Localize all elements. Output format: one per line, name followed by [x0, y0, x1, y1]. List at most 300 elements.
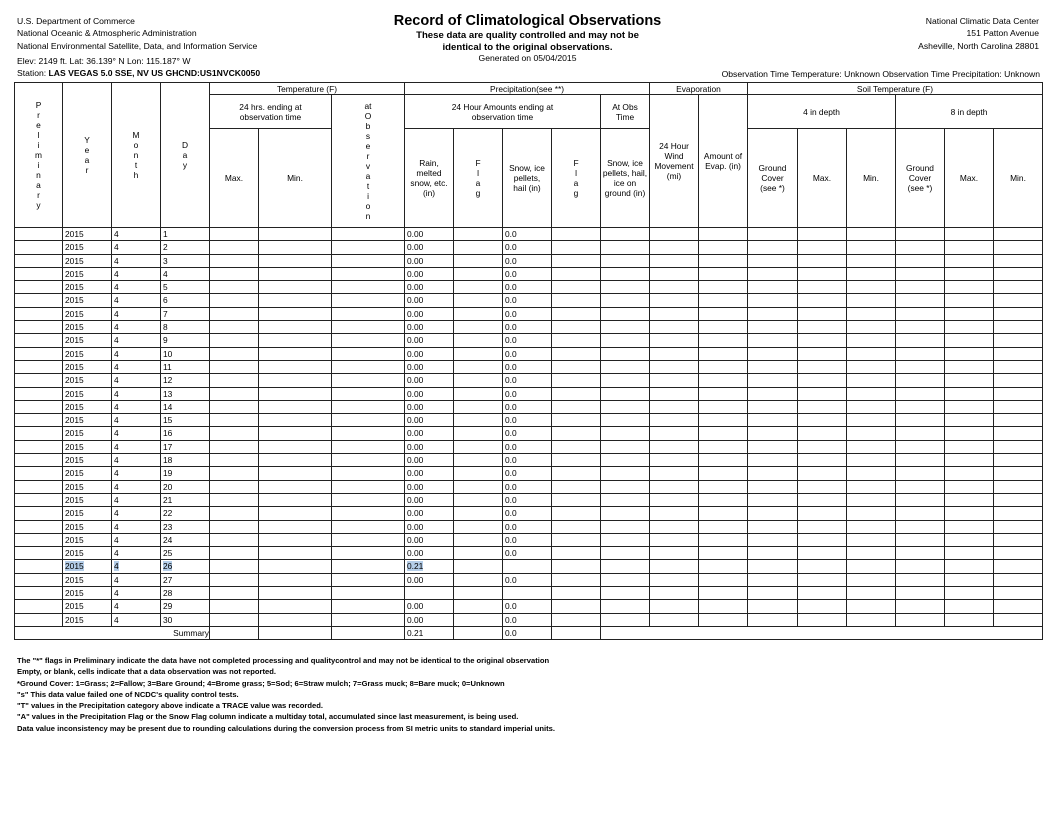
cell-year — [63, 281, 112, 294]
cell-rain-value: 0.00 — [407, 441, 424, 452]
cell-snow-flag — [552, 600, 601, 613]
cell-month-value: 4 — [114, 428, 119, 439]
cell-soil — [847, 254, 896, 267]
agency-line: National Oceanic & Atmospheric Administration — [17, 28, 197, 39]
cell-rain — [405, 241, 454, 254]
cell-temp-at-obs — [332, 533, 405, 546]
cell-wind — [650, 507, 699, 520]
cell-temp-min — [259, 254, 332, 267]
cell-snow-ground — [601, 267, 650, 280]
cell-wind — [650, 414, 699, 427]
cell-preliminary — [15, 573, 63, 586]
summary-snow-value: 0.0 — [505, 627, 517, 638]
cell-soil — [896, 454, 945, 467]
cell-year — [63, 267, 112, 280]
cell-preliminary — [15, 387, 63, 400]
cell-soil — [994, 400, 1043, 413]
header-letter: i — [37, 140, 40, 150]
cell-soil — [945, 520, 994, 533]
cell-year-value: 2015 — [65, 534, 84, 545]
cell-wind — [650, 387, 699, 400]
header-letter: l — [37, 130, 40, 140]
cell-soil — [748, 387, 798, 400]
cell-temp-max — [210, 573, 259, 586]
cell-day-value: 24 — [163, 534, 173, 545]
cell-day-value: 16 — [163, 428, 173, 439]
data-center-block — [918, 15, 1039, 52]
cell-soil — [798, 533, 847, 546]
footnote: Empty, or blank, cells indicate that a data observation was not reported. — [17, 667, 276, 677]
footnote: "T" values in the Precipitation category above indicate a TRACE value was recorded. — [17, 701, 323, 711]
cell-month-value: 4 — [114, 229, 119, 239]
cell-rain — [405, 440, 454, 453]
footnotes — [17, 655, 555, 734]
cell-rain — [405, 467, 454, 480]
cell-temp-max — [210, 281, 259, 294]
cell-evap — [699, 374, 748, 387]
cell-precip-flag — [454, 507, 503, 520]
cell-soil — [798, 507, 847, 520]
cell-month-value: 4 — [114, 588, 119, 599]
cell-wind — [650, 374, 699, 387]
cell-snow-ground — [601, 440, 650, 453]
cell-temp-at-obs — [332, 254, 405, 267]
cell-month — [112, 387, 161, 400]
cell-rain-value: 0.00 — [407, 268, 424, 279]
cell-year-value: 2015 — [65, 268, 84, 279]
cell-evap — [699, 587, 748, 600]
cell-snow-ground — [601, 414, 650, 427]
cell-preliminary — [15, 267, 63, 280]
cell-preliminary — [15, 480, 63, 493]
cell-snow-flag — [552, 493, 601, 506]
cell-temp-max — [210, 321, 259, 334]
cell-snow — [503, 520, 552, 533]
cell-temp-max — [210, 547, 259, 560]
cell-soil — [847, 294, 896, 307]
cell-year — [63, 533, 112, 546]
header-letter: O — [364, 111, 372, 121]
cell-soil — [896, 480, 945, 493]
cell-soil — [994, 294, 1043, 307]
cell-rain — [405, 294, 454, 307]
cell-wind — [650, 454, 699, 467]
cell-snow-ground — [601, 374, 650, 387]
cell-year-value: 2015 — [65, 375, 84, 386]
cell-soil — [847, 387, 896, 400]
cell-rain — [405, 374, 454, 387]
cell-preliminary — [15, 334, 63, 347]
cell-month-value: 4 — [114, 481, 119, 492]
cell-year-value: 2015 — [65, 415, 84, 426]
cell-soil — [896, 281, 945, 294]
cell-month-value: 4 — [114, 401, 119, 412]
cell-soil — [945, 254, 994, 267]
cell-day-value: 26 — [163, 561, 173, 572]
cell-snow-value: 0.0 — [505, 468, 517, 479]
cell-day — [161, 334, 210, 347]
cell-soil — [896, 547, 945, 560]
cell-soil — [896, 307, 945, 320]
cell-month-value: 4 — [114, 521, 119, 532]
cell-soil — [896, 560, 945, 573]
cell-wind — [650, 480, 699, 493]
cell-snow-flag — [552, 321, 601, 334]
subtitle-line: These data are quality controlled and may not be — [416, 30, 639, 41]
cell-rain-value: 0.00 — [407, 614, 424, 625]
precip-24h-header: 24 Hour Amounts ending at observation time — [405, 95, 601, 129]
cell-snow — [503, 281, 552, 294]
header-letter: e — [365, 141, 371, 151]
cell-wind — [650, 560, 699, 573]
title-block — [380, 13, 675, 64]
cell-soil — [798, 613, 847, 626]
cell-precip-flag — [454, 307, 503, 320]
cell-rain — [405, 507, 454, 520]
cell-year-value: 2015 — [65, 441, 84, 452]
cell-soil — [798, 254, 847, 267]
cell-soil — [994, 360, 1043, 373]
cell-rain-value: 0.00 — [407, 468, 424, 479]
cell-soil — [748, 281, 798, 294]
generated-date: Generated on 05/04/2015 — [478, 53, 577, 63]
table-row — [15, 520, 1043, 533]
cell-day-value: 5 — [163, 282, 168, 293]
cell-soil — [994, 347, 1043, 360]
header-letter: n — [365, 211, 371, 221]
cell-year-value: 2015 — [65, 308, 84, 319]
cell-rain-value: 0.00 — [407, 308, 424, 319]
cell-soil — [847, 533, 896, 546]
cell-temp-at-obs — [332, 467, 405, 480]
cell-rain-value: 0.00 — [407, 282, 424, 293]
table-row — [15, 374, 1043, 387]
cell-year — [63, 547, 112, 560]
cell-snow-ground — [601, 360, 650, 373]
header-letter: t — [134, 160, 138, 170]
cell-day-value: 12 — [163, 375, 173, 386]
cell-precip-flag — [454, 573, 503, 586]
cell-precip-flag — [454, 533, 503, 546]
cell-temp-min — [259, 480, 332, 493]
cell-temp-at-obs — [332, 507, 405, 520]
cell-soil — [847, 547, 896, 560]
cell-rain-value: 0.00 — [407, 494, 424, 505]
cell-temp-max — [210, 493, 259, 506]
cell-day — [161, 613, 210, 626]
cell-wind — [650, 587, 699, 600]
col-4in-min: Min. — [847, 129, 896, 228]
cell-year — [63, 414, 112, 427]
cell-precip-flag — [454, 440, 503, 453]
header-letter: a — [84, 155, 90, 165]
cell-rain-value: 0.00 — [407, 322, 424, 333]
cell-day — [161, 427, 210, 440]
cell-snow-flag — [552, 533, 601, 546]
cell-snow — [503, 547, 552, 560]
cell-soil — [896, 533, 945, 546]
cell-year — [63, 347, 112, 360]
cell-day-value: 28 — [163, 588, 173, 599]
cell-year — [63, 493, 112, 506]
table-row — [15, 267, 1043, 280]
cell-soil — [994, 613, 1043, 626]
header-letter: s — [365, 131, 371, 141]
cell-soil — [896, 374, 945, 387]
cell-wind — [650, 241, 699, 254]
cell-snow-value: 0.0 — [505, 282, 517, 293]
cell-month-value: 4 — [114, 242, 119, 253]
cell-evap — [699, 267, 748, 280]
table-row — [15, 228, 1043, 241]
cell-soil — [748, 307, 798, 320]
cell-month — [112, 467, 161, 480]
cell-preliminary — [15, 241, 63, 254]
cell-day-value: 19 — [163, 468, 173, 479]
cell-rain — [405, 560, 454, 573]
table-row — [15, 387, 1043, 400]
cell-year-value: 2015 — [65, 361, 84, 372]
cell-soil — [994, 414, 1043, 427]
cell-snow-ground — [601, 281, 650, 294]
table-row — [15, 414, 1043, 427]
cell-temp-at-obs — [332, 334, 405, 347]
cell-rain — [405, 254, 454, 267]
cell-wind — [650, 228, 699, 241]
cell-snow-ground — [601, 454, 650, 467]
cell-snow — [503, 467, 552, 480]
cell-soil — [945, 241, 994, 254]
cell-temp-max — [210, 347, 259, 360]
cell-snow-flag — [552, 440, 601, 453]
summary-label: Summary — [15, 626, 210, 639]
cell-snow-value: 0.0 — [505, 348, 517, 359]
cell-snow — [503, 600, 552, 613]
cell-evap — [699, 241, 748, 254]
cell-month-value: 4 — [114, 375, 119, 386]
header-letter: e — [36, 120, 41, 130]
cell-year — [63, 427, 112, 440]
cell-soil — [945, 560, 994, 573]
cell-month — [112, 360, 161, 373]
cell-year-value: 2015 — [65, 574, 84, 585]
cell-month — [112, 547, 161, 560]
cell-soil — [748, 493, 798, 506]
cell-soil — [994, 467, 1043, 480]
cell-precip-flag — [454, 600, 503, 613]
cell-snow-ground — [601, 387, 650, 400]
cell-month-value: 4 — [114, 548, 119, 559]
cell-wind — [650, 267, 699, 280]
cell-snow-ground — [601, 600, 650, 613]
cell-soil — [945, 228, 994, 241]
cell-day-value: 10 — [163, 348, 173, 359]
cell-day-value: 4 — [163, 268, 168, 279]
cell-day — [161, 281, 210, 294]
cell-evap — [699, 414, 748, 427]
cell-wind — [650, 307, 699, 320]
cell-month-value: 4 — [114, 441, 119, 452]
cell-rain-value: 0.00 — [407, 534, 424, 545]
cell-temp-max — [210, 228, 259, 241]
cell-snow-value: 0.0 — [505, 534, 517, 545]
cell-soil — [994, 587, 1043, 600]
cell-temp-min — [259, 427, 332, 440]
cell-soil — [847, 241, 896, 254]
cell-snow-flag — [552, 587, 601, 600]
col-8in-ground-cover: Ground Cover (see *) — [896, 129, 945, 228]
cell-temp-at-obs — [332, 520, 405, 533]
cell-temp-max — [210, 587, 259, 600]
cell-soil — [798, 294, 847, 307]
cell-snow — [503, 307, 552, 320]
cell-snow-value: 0.0 — [505, 614, 517, 625]
cell-snow-ground — [601, 533, 650, 546]
cell-wind — [650, 360, 699, 373]
station-id: LAS VEGAS 5.0 SSE, NV US GHCND:US1NVCK0050 — [48, 68, 261, 78]
cell-preliminary — [15, 440, 63, 453]
cell-year — [63, 600, 112, 613]
cell-evap — [699, 493, 748, 506]
cell-evap — [699, 573, 748, 586]
summary-rain-value: 0.21 — [407, 627, 424, 638]
cell-snow-value: 0.0 — [505, 375, 517, 386]
cell-day-value: 29 — [163, 601, 173, 612]
header-letter: y — [182, 160, 188, 170]
cell-year — [63, 467, 112, 480]
cell-temp-min — [259, 467, 332, 480]
cell-year-value: 2015 — [65, 455, 84, 466]
cell-precip-flag — [454, 347, 503, 360]
cell-snow-flag — [552, 560, 601, 573]
cell-soil — [748, 241, 798, 254]
header-letter: D — [181, 140, 189, 150]
cell-rain — [405, 573, 454, 586]
cell-month — [112, 520, 161, 533]
subtitle-line: identical to the original observations. — [442, 41, 613, 53]
cell-year — [63, 254, 112, 267]
cell-temp-min — [259, 294, 332, 307]
footnote: The "*" flags in Preliminary indicate the data have not completed processing and qualitycontrol and may not be identical to the original observation — [17, 656, 550, 665]
cell-soil — [994, 507, 1043, 520]
cell-wind — [650, 467, 699, 480]
cell-year — [63, 573, 112, 586]
cell-snow-value: 0.0 — [505, 308, 517, 319]
cell-temp-min — [259, 454, 332, 467]
cell-snow-value: 0.0 — [505, 388, 517, 399]
cell-rain-value: 0.00 — [407, 242, 424, 253]
cell-snow — [503, 374, 552, 387]
cell-temp-at-obs — [332, 427, 405, 440]
cell-preliminary — [15, 347, 63, 360]
cell-soil — [748, 321, 798, 334]
cell-wind — [650, 294, 699, 307]
cell-year — [63, 294, 112, 307]
cell-snow-flag — [552, 454, 601, 467]
cell-temp-max — [210, 374, 259, 387]
cell-year — [63, 400, 112, 413]
cell-soil — [896, 573, 945, 586]
cell-soil — [847, 507, 896, 520]
header-letter: a — [365, 171, 371, 181]
center-line: National Climatic Data Center — [925, 16, 1039, 26]
cell-precip-flag — [454, 467, 503, 480]
cell-month — [112, 613, 161, 626]
cell-snow-value: 0.0 — [505, 242, 517, 253]
cell-month — [112, 427, 161, 440]
cell-soil — [847, 307, 896, 320]
cell-precip-flag — [454, 294, 503, 307]
cell-month-value: 4 — [114, 455, 119, 466]
table-row — [15, 440, 1043, 453]
cell-soil — [896, 228, 945, 241]
cell-precip-flag — [454, 414, 503, 427]
cell-rain-value: 0.00 — [407, 415, 424, 426]
table-row — [15, 347, 1043, 360]
cell-soil — [798, 467, 847, 480]
cell-rain — [405, 587, 454, 600]
cell-soil — [994, 228, 1043, 241]
cell-snow-value: 0.0 — [505, 322, 517, 333]
cell-month — [112, 440, 161, 453]
cell-temp-min — [259, 493, 332, 506]
cell-rain — [405, 347, 454, 360]
cell-rain — [405, 307, 454, 320]
cell-evap — [699, 600, 748, 613]
soil-4in-header: 4 in depth — [748, 95, 896, 129]
cell-rain-value: 0.00 — [407, 295, 424, 306]
cell-snow-flag — [552, 281, 601, 294]
header-letter: F — [573, 158, 579, 168]
cell-precip-flag — [454, 281, 503, 294]
cell-soil — [994, 480, 1043, 493]
cell-year-value: 2015 — [65, 548, 84, 559]
cell-day — [161, 387, 210, 400]
cell-rain — [405, 387, 454, 400]
cell-day-value: 13 — [163, 388, 173, 399]
cell-snow — [503, 560, 552, 573]
cell-soil — [847, 493, 896, 506]
cell-soil — [748, 467, 798, 480]
cell-soil — [994, 321, 1043, 334]
cell-temp-min — [259, 613, 332, 626]
cell-month-value: 4 — [114, 308, 119, 319]
cell-soil — [896, 414, 945, 427]
cell-temp-at-obs — [332, 267, 405, 280]
cell-year — [63, 241, 112, 254]
cell-soil — [994, 547, 1043, 560]
cell-year — [63, 360, 112, 373]
cell-wind — [650, 493, 699, 506]
cell-day-value: 17 — [163, 441, 173, 452]
cell-day-value: 1 — [163, 229, 168, 239]
cell-soil — [748, 334, 798, 347]
cell-soil — [798, 493, 847, 506]
cell-snow — [503, 587, 552, 600]
cell-preliminary — [15, 400, 63, 413]
cell-snow — [503, 507, 552, 520]
cell-soil — [798, 587, 847, 600]
header-letter: v — [365, 161, 371, 171]
summary-row — [15, 626, 1043, 639]
cell-temp-min — [259, 334, 332, 347]
cell-temp-min — [259, 281, 332, 294]
col-4in-ground-cover: Ground Cover (see *) — [748, 129, 798, 228]
header-letter: P — [35, 100, 42, 110]
cell-temp-max — [210, 600, 259, 613]
cell-soil — [748, 454, 798, 467]
cell-snow-flag — [552, 228, 601, 241]
